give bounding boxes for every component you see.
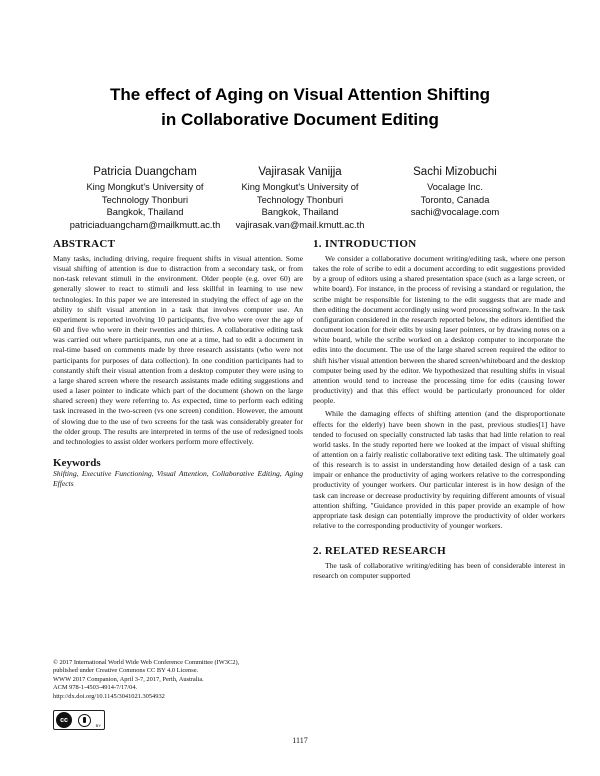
abstract-heading: ABSTRACT [53,238,116,250]
author-email: sachi@vocalage.com [410,207,500,218]
author-affiliation: King Mongkut's University of [86,182,204,192]
right-column [313,238,565,582]
introduction-paragraph-1: We consider a collaborative document writing/editing task, where one person takes the role of scribe to edit a document according to edit suggestions provided by a group of editors using a shared presentation space (such as a large screen, or white board). For instance, in the process of revising a standard or regulation, the scribe might be responsible for listening to the edit suggests that are made and then editing the document accordingly using word processing software. In the task configuration considered in the research reported below, the editors identified the document location for their edits by using laser pointers, or by drawing notes on a white board, while the scribe worked on a desktop computer to incorporate the edits into the document. The use of the large shared screen required the editor to shift his/her visual attention between the shared screen/whiteboard and the desktop computer being used by the editor. We hypothesized that resulting shifts in visual attention would tend to increase the processing time for edits (causing lower productivity) and that this effect would be particularly pronounced for older people. [313,254,565,406]
author-affiliation: King Mongkut's University of [241,182,359,192]
related-research-paragraph-1: The task of collaborative writing/editing has been of considerable interest in research on computer supported [313,561,565,581]
cc-logo-icon: cc [56,712,72,728]
author-email: patriciaduangcham@mailkmutt.ac.th [69,219,221,230]
doi-link[interactable]: http://dx.doi.org/10.1145/3041021.3054932 [53,692,165,700]
author-block-3 [355,165,555,219]
cc-by-license-icon [53,710,105,730]
author-location: Toronto, Canada [420,194,490,205]
keywords-text: Shifting, Executive Functioning, Visual Attention, Collaborative Editing, Aging Effects [53,468,303,489]
author-name: Sachi Mizobuchi [413,166,497,178]
abstract-text: Many tasks, including driving, require frequent shifts in visual attention. Some visual shifting of attention is due to distraction from a secondary task, or from non-task relevant stimuli in the environment. Older people (e.g. over 60) are generally slower to react to stimuli and less skillful in learning to use new technologies. In this paper we are interested in studying the effect of age on the ability to shift visual attention in a task that involves computer use. An experiment is reported involving 10 participants, five who were over the age of 60 and five who were in their twenties and thirties. A collaborative editing task was carried out where participants, run one at a time, had to edit a document in real-time based on comments made by three research assistants (who were not participants for purposes of data collection). In one condition participants had to constantly shift their visual attention from a desktop computer they were using to a large shared screen where the research assistants made editing suggestions and used a laser pointer to indicate which part of the document (shown on the large shared screen) they were referring to. As expected, time to perform each editing task increased in the two-screen (vs one screen) condition. However, the amount of slowing due to the use of two screens for the task was considerably greater for the older group. The results are interpreted in terms of the use of redesigned tools and technologies to assist older workers perform more effectively. [53,254,303,446]
title-line-2: in Collaborative Document Editing [161,110,439,129]
footnote-line: WWW 2017 Companion, April 3-7, 2017, Perth, Australia. [53,675,204,683]
author-affiliation: Technology Thonburi [101,194,189,205]
author-affiliation: Vocalage Inc. [427,182,483,192]
related-research-heading: 2. RELATED RESEARCH [313,545,446,558]
cc-by-label: BY [95,723,101,728]
title-line-1: The effect of Aging on Visual Attention Shifting [110,85,490,104]
page-number: 1117 [292,736,308,745]
footnote-line: published under Creative Commons CC BY 4.0 License. [53,667,199,675]
author-affiliation: Technology Thonburi [256,194,344,205]
footnote-line: © 2017 International World Wide Web Conference Committee (IW3C2), [53,659,240,666]
footnote-line: ACM 978-1-4503-4914-7/17/04. [53,684,138,692]
paper-title [40,82,560,132]
author-location: Bangkok, Thailand [106,207,184,218]
introduction-paragraph-2: While the damaging effects of shifting attention (and the disproportionate effects for the elderly) have been shown in the past, previous studies[1] have tended to focused on specially constructed lab tasks that had little relation to real world tasks. In the study reported here we looked at the impact of visual shifting of attention on a fairly realistic collaborative text editing task. The ultimately goal of this research is to assist in understanding how detailed design of a task can impair or enhance the productivity of aging workers relative to the corresponding productivity of younger workers. Our particular interest is in how design of the task can increase or decrease productivity by requiring different amounts of visual attention shifting. "Guidance provided in this paper provide an example of how appropriate task design can potentially improve the productivity of older workers relative to the corresponding productivity of younger workers. [313,409,565,531]
author-name: Patricia Duangcham [93,166,197,178]
copyright-footnote [53,659,303,701]
attribution-person-icon [78,714,91,727]
left-column [53,238,303,489]
author-email: vajirasak.van@mail.kmutt.ac.th [235,219,365,230]
introduction-heading: 1. INTRODUCTION [313,238,417,250]
keywords-heading: Keywords [53,456,101,469]
author-location: Bangkok, Thailand [261,207,339,218]
author-name: Vajirasak Vanijja [258,166,342,178]
